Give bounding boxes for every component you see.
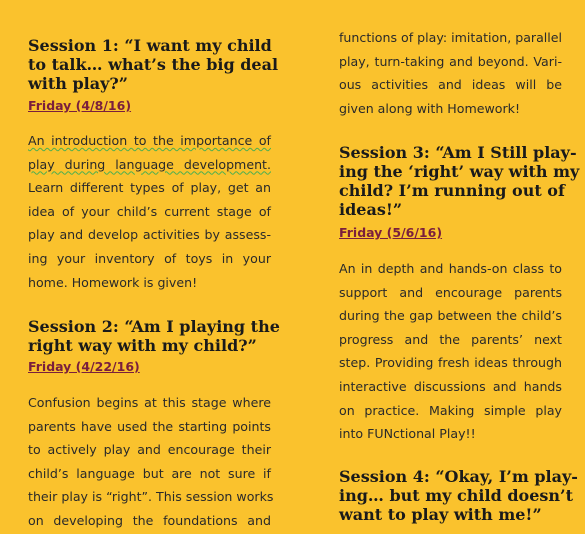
session-2-description: Confusion begins at this stage where parents have used the starting points to actively play and encourage their child’s language but are not sure if their play is “right”. This session works on developing the foundations and [28,395,274,528]
session-2-description-continued: functions of play: imitation, parallel play, turn-taking and beyond. Vari- ous activities and ideas will be given along with Homework! [339,30,563,116]
session-1-description: An introduction to the importance of play during language development. Learn different types of play, get an idea of your child’s current stage of play and develop activities by assess- ing your inventory of toys in your home. Homework is given! [28,133,271,290]
session-3-date: Friday (5/6/16) [339,225,443,240]
session-1-title: Session 1: “I want my child to talk… what’s the big deal with play?” [28,36,279,93]
session-1-date: Friday (4/8/16) [28,98,132,113]
session-2-date: Friday (4/22/16) [28,359,140,374]
session-3-title: Session 3: “Am I Still play- ing the ‘right’ way with my child? I’m running out of ideas!” [339,143,580,219]
session-2-title: Session 2: “Am I playing the right way with my child?” [28,317,280,355]
session-4-title: Session 4: “Okay, I’m play- ing… but my child doesn’t want to play with me!” [339,467,578,524]
session-3-description: An in depth and hands-on class to support and encourage parents during the gap between the child’s progress and the parents’ next step. Providing fresh ideas through interactive discussions and hands on practice. Making simple play into FUNctional Play!! [339,261,562,442]
